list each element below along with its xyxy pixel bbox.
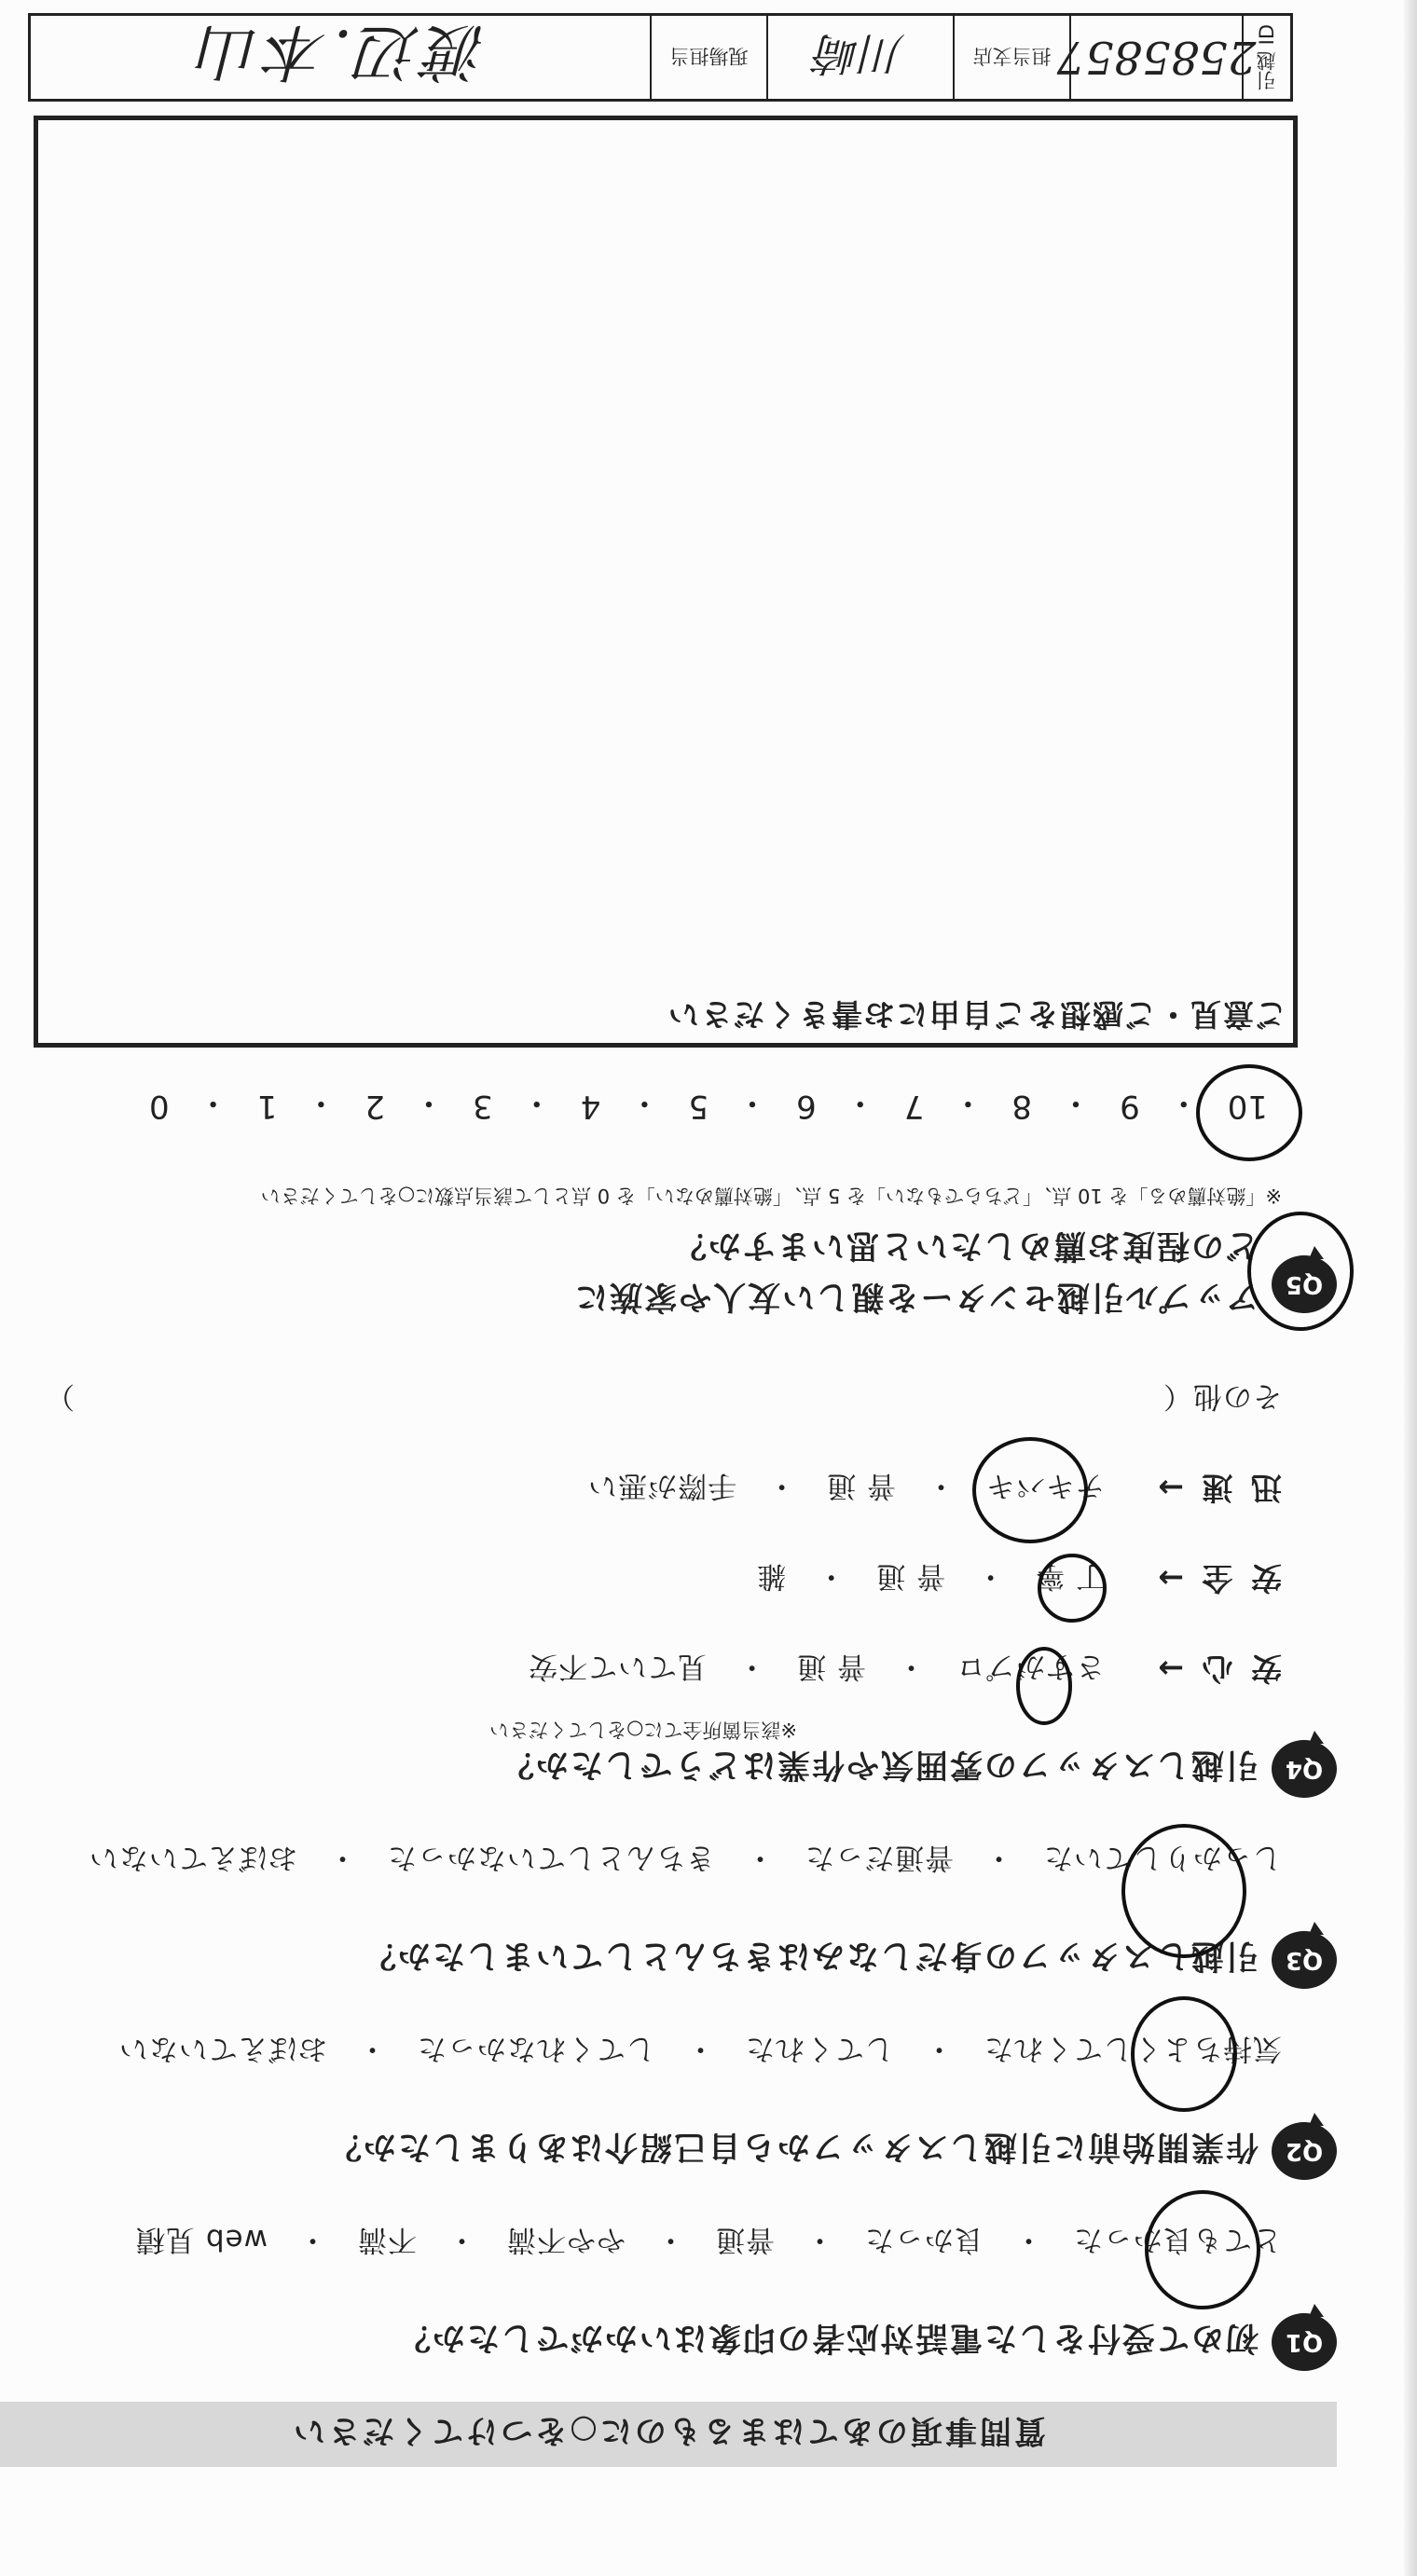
- q4-row-options-jinsoku[interactable]: テキパキ ・ 普 通 ・ 手際が悪い: [587, 1469, 1105, 1502]
- scale-dot: ・: [1167, 1084, 1200, 1122]
- scale-dot: ・: [628, 1084, 661, 1122]
- instruction-banner: [0, 2402, 1337, 2467]
- scale-dot: ・: [952, 1084, 984, 1122]
- score-10[interactable]: 10: [1227, 1088, 1268, 1125]
- scale-dot: ・: [305, 1084, 337, 1122]
- q5-scale[interactable]: [149, 1078, 1268, 1134]
- score-5[interactable]: 5: [688, 1088, 709, 1125]
- scale-dot: ・: [413, 1084, 446, 1122]
- score-9[interactable]: 9: [1120, 1088, 1140, 1125]
- instruction-text: 質問事項のあてはまるものに○をつけてください: [291, 2412, 1046, 2450]
- comment-label: ご意見・ご感想をご自由にお書きください: [667, 996, 1286, 1033]
- q4-badge: Q4: [1272, 1740, 1337, 1798]
- branch-label: 担当支店: [953, 16, 1069, 99]
- q4-row-label-anshin: 安 心 →: [1154, 1651, 1282, 1687]
- move-id-value[interactable]: 2585857: [1069, 16, 1242, 99]
- scale-dot: ・: [736, 1084, 769, 1122]
- q4-question: 引越しスタッフの雰囲気や作業はどうでしたか？: [499, 1746, 1259, 1783]
- score-1[interactable]: 1: [256, 1088, 278, 1125]
- scale-dot: ・: [520, 1084, 553, 1122]
- q4-other-close: ）: [45, 1379, 75, 1413]
- q2-options[interactable]: 気持ちよくしてくれた ・ してくれた ・ してくれなかった ・ おぼえていない: [118, 2032, 1282, 2065]
- site-leader-value[interactable]: 渡辺.本山: [193, 16, 488, 88]
- q4-other-label: その他（: [1162, 1379, 1282, 1413]
- q3-options[interactable]: しっかりしていた ・ 普通だった ・ きちんとしていなかった ・ おぼえていない: [89, 1841, 1282, 1874]
- info-table: [28, 13, 1293, 102]
- q4-row-options-anzen[interactable]: 丁 寧 ・ 普 通 ・ 雑: [756, 1559, 1105, 1593]
- branch-value[interactable]: 川崎: [766, 16, 953, 99]
- score-0[interactable]: 0: [149, 1088, 170, 1125]
- q4-row-label-anzen: 安 全 →: [1154, 1560, 1282, 1596]
- q4-row-options-anshin[interactable]: さすがプロ ・ 普 通 ・ 見ていて不安: [528, 1650, 1105, 1683]
- q4-note: ※該当箇所全てに○をしてください: [489, 1719, 797, 1741]
- score-2[interactable]: 2: [365, 1088, 385, 1125]
- q3-question: 引越しスタッフの身だしなみはきちんとしていましたか？: [361, 1937, 1259, 1974]
- q1-badge: Q1: [1272, 2313, 1337, 2371]
- q5-question-line2: どの程度お薦めしたいと思いますか？: [671, 1226, 1259, 1264]
- q2-question: 作業開始前に引越しスタッフから自己紹介はありましたか？: [326, 2128, 1259, 2165]
- score-7[interactable]: 7: [903, 1088, 925, 1125]
- q3-badge: Q3: [1272, 1931, 1337, 1989]
- q1-options[interactable]: とても良かった ・ 良かった ・ 普通 ・ やや不満 ・ 不満 ・ web 見積: [135, 2223, 1282, 2256]
- scale-dot: ・: [197, 1084, 229, 1122]
- site-leader-label: 現場担当: [650, 16, 766, 99]
- score-4[interactable]: 4: [580, 1088, 601, 1125]
- q5-question-line1: アップル引越センターを親しい友人や家族に: [573, 1278, 1259, 1315]
- score-8[interactable]: 8: [1011, 1088, 1033, 1125]
- score-3[interactable]: 3: [473, 1088, 493, 1125]
- q1-question: 初めて受付をした電話対応者の印象はいかがでしたか？: [395, 2319, 1259, 2356]
- q4-row-label-jinsoku: 迅 速 →: [1154, 1470, 1282, 1506]
- score-6[interactable]: 6: [796, 1088, 817, 1125]
- q5-note: ※「絶対薦める」を 10 点、「どちらでもない」を 5 点、「絶対薦めない」を 0 点として該当点数に○をしてください: [260, 1185, 1282, 1207]
- move-id-label: 引越 ID: [1242, 16, 1290, 99]
- q2-badge: Q2: [1272, 2122, 1337, 2180]
- q5-badge: Q5: [1272, 1255, 1337, 1313]
- scale-dot: ・: [844, 1084, 876, 1122]
- comment-box[interactable]: [34, 116, 1298, 1048]
- scan-edge: [1404, 0, 1417, 2576]
- scale-dot: ・: [1060, 1084, 1093, 1122]
